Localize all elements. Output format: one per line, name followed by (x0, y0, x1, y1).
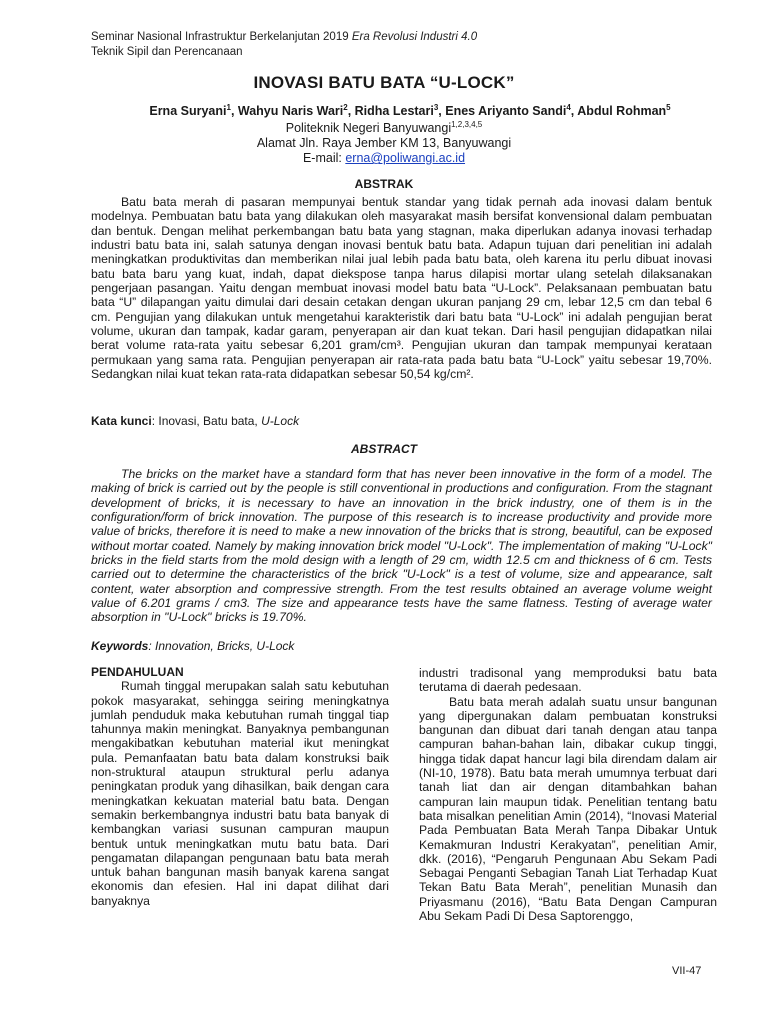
kata-kunci: Kata kunci: Inovasi, Batu bata, U-Lock (91, 414, 300, 428)
author: Enes Ariyanto Sandi$^4$ (445, 103, 571, 119)
author: Erna Suryani$^1$ (149, 103, 231, 119)
institution: Politeknik Negeri Banyuwangi$^{1,2,3,4,5}$ (285, 120, 483, 136)
body-paragraph: Rumah tinggal merupakan salah satu kebutuhan pokok masyarakat, sehingga seiring meningkatnya jumlah penduduk maka kebutuhan rumah tinggal tiap tahunnya makin meningkat. Banyaknya pembangunan mengakibatkan kebutuhan material ikut meningkat pula. Pemanfaatan batu bata dalam konstruksi baik non-struktural ataupun struktural perlu adanya peningkatan produk yang dihasilkan, baik dengan cara meningkatkan kekuatan material batu bata. Dengan semakin berkembangnya industri batu bata banyak di kembangkan variasi susunan campuran maupun bentuk untuk meningkatkan mutu batu bata. Dari pengamatan dilapangan pengunaan batu bata merah untuk bahan bangunan masih banyak karena sangat ekonomis dan efesien. Hal ini dapat dilihat dari banyaknya (91, 679, 389, 908)
right-column (419, 666, 717, 923)
header-seminar: Seminar Nasional Infrastruktur Berkelanjutan 2019 (91, 31, 349, 43)
abstract-heading: ABSTRACT (351, 442, 417, 456)
abstrak-heading: ABSTRAK (354, 177, 414, 191)
page-number: VII-47 (672, 965, 702, 977)
header-line-1 (91, 30, 477, 45)
abstract-text: The bricks on the market have a standard form that has never been innovative in the form of a model. The making of brick is carried out by the people is still conventional in productions and configuration. From the stagnant development of bricks, it is necessary to have an innovation in the brick industry, one of them is in the configuration/form of brick innovation. The purpose of this research is to increase productivity and provide more value of bricks, therefore it is need to make a new innovation of the bricks that is strong, beautiful, can be exposed without mortar coated. Namely by making innovation brick model "U-Lock". The implementation of making "U-Lock" bricks in the field starts from the mold design with a length of 29 cm, width 12.5 cm and thickness of 6 cm. Tests carried out to determine the characteristics of the brick "U-Lock" is a test of volume, size and appearance, salt content, water absorption and compressive strength. From the test results obtained an average volume weight value of 6.201 grams / cm3. The size and appearance tests have the same flatness. Testing of average water absorption in "U-Lock" bricks is 19.70%. (91, 467, 712, 625)
running-header (91, 30, 477, 60)
address: Alamat Jln. Raya Jember KM 13, Banyuwangi (256, 136, 512, 151)
body-paragraph: Batu bata merah adalah suatu unsur bangunan yang dipergunakan dalam pembuatan konstruksi bangunan dan dibuat dari tanah dengan atau tanpa campuran bahan-bahan lain, dibakar cukup tinggi, hingga tidak dapat hancur lagi bila direndam dalam air (NI-10, 1978). Batu bata merah umumnya terbuat dari tanah liat dan air dengan ditambahkan bahan campuran lain maupun tidak. Penelitian tentang batu bata misalkan penelitian Amin (2014), “Inovasi Material Pada Pembuatan Bata Merah Tanpa Dibakar Untuk Kemakmuran Industri Kerakyatan”, penelitian Amir, dkk. (2016), “Pengaruh Pengunaan Abu Sekam Padi Sebagai Penganti Sebagian Tanah Liat Terhadap Kuat Tekan Batu Bata Merah”, penelitian Munasih dan Priyasmanu (2016), “Batu Bata Dengan Campuran Abu Sekam Padi Di Desa Saptorenggo, (419, 694, 717, 924)
email-link[interactable]: erna@poliwangi.ac.id (345, 151, 466, 166)
section-heading-pendahuluan: PENDAHULUAN (91, 665, 184, 679)
paper-title: INOVASI BATU BATA “U-LOCK” (253, 73, 515, 92)
author: Abdul Rohman$^5$ (577, 103, 671, 119)
abstrak-text: Batu bata merah di pasaran mempunyai bentuk standar yang tidak pernah ada inovasi dalam bentuk modelnya. Pembuatan batu bata yang dilakukan oleh masyarakat masih bersifat konvensional dalam pembuatan dan bentuk. Dengan melihat perkembangan batu bata yang stagnan, maka diperlukan adanya inovasi terhadap industri batu bata ini, salah satunya dengan inovasi bentuk batu bata. Adapun tujuan dari penelitian ini adalah meningkatkan produktivitas dan memberikan nilai jual lebih pada batu bata, oleh karena itu perlu dibuat inovasi batu bata baru yang kuat, indah, dapat diekspose tanpa harus dilapisi mortar ulang setelah dilaksanakan pengerjaan pasangan. Yaitu dengan membuat inovasi model batu bata “U-Lock”. Pelaksanaan pembuatan batu bata “U” dilapangan yaitu dimulai dari desain cetakan dengan ukuran panjang 29 cm, lebar 12,5 cm dan tebal 6 cm. Pengujian yang dilakukan untuk mengetahui karakteristik dari batu bata “U-Lock” ini adalah pengujian berat volume, ukuran dan tampak, kadar garam, penyerapan air dan kuat tekan. Dari hasil pengujian didapatkan nilai berat volume rata-rata yaitu sebesar 6,201 gram/cm³. Pengujian ukuran dan tampak mempunyai kerataan permukaan yang sama rata. Pengujian penyerapan air rata-rata pada batu bata “U-Lock” yaitu sebesar 19,70%. Sedangkan nilai kuat tekan rata-rata didapatkan sebesar 50,54 kg/cm². (91, 195, 712, 382)
author: Wahyu Naris Wari$^2$ (237, 103, 348, 119)
author: Ridha Lestari$^3$ (354, 103, 439, 119)
keywords: Keywords: Innovation, Bricks, U-Lock (91, 639, 295, 653)
header-seminar-theme: Era Revolusi Industri 4.0 (351, 31, 478, 43)
author-list: Erna Suryani$^1$, Wahyu Naris Wari$^2$, Ridha Lestari$^3$, Enes Ariyanto Sandi$^4$, Abdul Rohman$^5$ (149, 103, 671, 119)
header-line-2: Teknik Sipil dan Perencanaan (91, 46, 243, 58)
body-paragraph: industri tradisonal yang memproduksi batu bata terutama di daerah pedesaan. (419, 666, 717, 695)
email-line: E-mail: erna@poliwangi.ac.id (302, 151, 466, 166)
left-column (91, 665, 389, 908)
affiliation-block (0, 117, 768, 166)
